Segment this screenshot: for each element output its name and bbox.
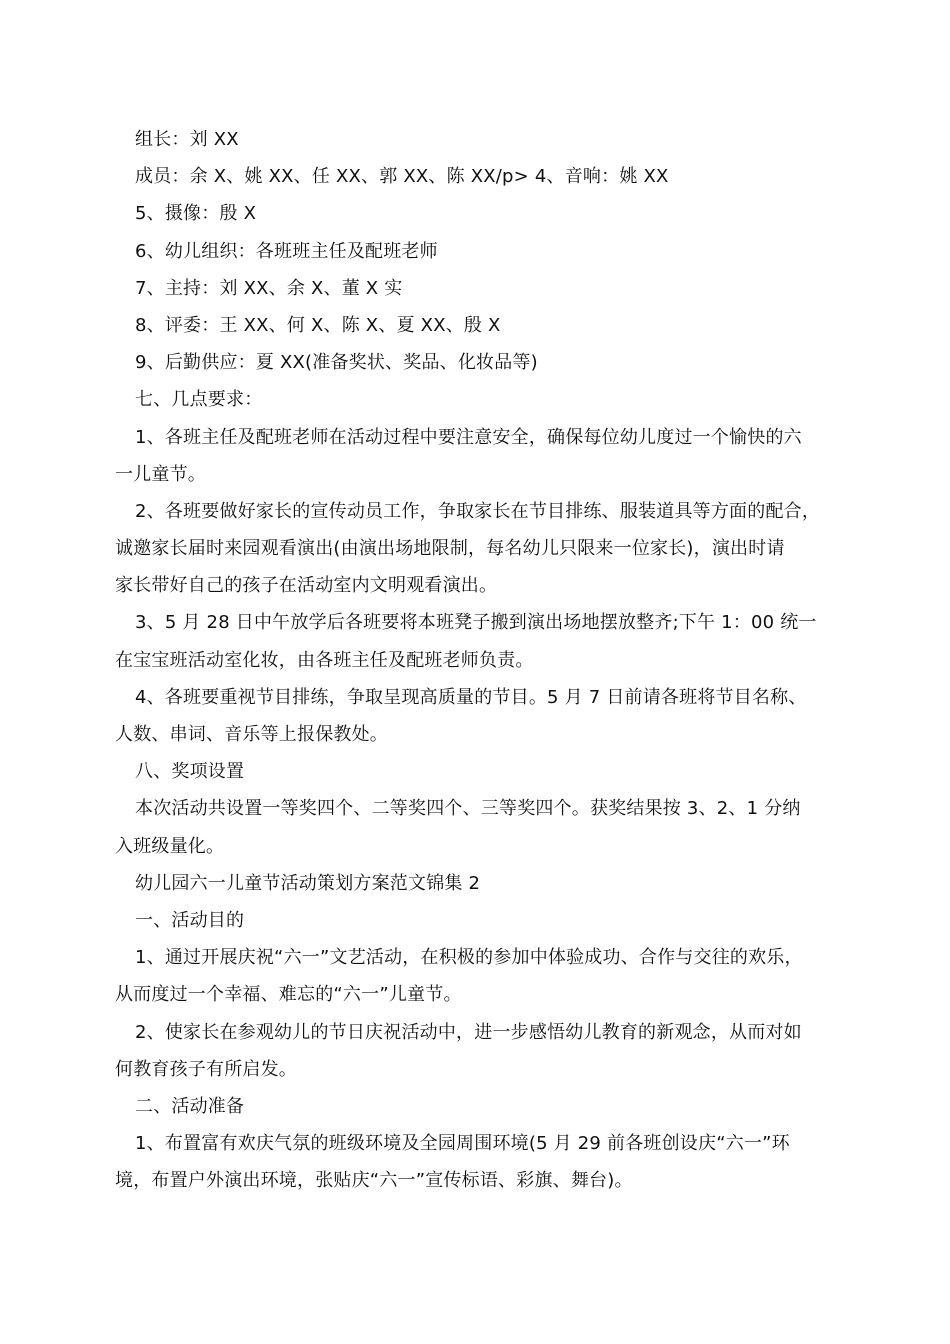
text-line: 6、幼儿组织：各班班主任及配班老师 [135,240,438,262]
text-line: 境，布置户外演出环境，张贴庆“六一”宣传标语、彩旗、舞台)。 [115,1170,633,1192]
section-heading: 八、奖项设置 [135,761,245,783]
text-line: 1、布置富有欢庆气氛的班级环境及全园周围环境(5 月 29 前各班创设庆“六一”环 [135,1133,790,1155]
text-line: 8、评委：王 XX、何 X、陈 X、夏 XX、殷 X [135,314,501,336]
text-line: 本次活动共设置一等奖四个、二等奖四个、三等奖四个。获奖结果按 3、2、1 分纳 [135,798,801,820]
text-line: 入班级量化。 [115,835,225,857]
text-line: 家长带好自己的孩子在活动室内文明观看演出。 [115,575,498,597]
section-heading: 二、活动准备 [135,1095,245,1117]
text-line: 1、通过开展庆祝“六一”文艺活动，在积极的参加中体验成功、合作与交往的欢乐， [135,947,803,969]
text-line: 在宝宝班活动室化妆，由各班主任及配班老师负责。 [115,649,534,671]
text-line: 2、各班要做好家长的宣传动员工作，争取家长在节目排练、服装道具等方面的配合， [135,500,821,522]
text-line: 1、各班主任及配班老师在活动过程中要注意安全，确保每位幼儿度过一个愉快的六 [135,426,802,448]
text-line: 诚邀家长届时来园观看演出(由演出场地限制，每名幼儿只限来一位家长)，演出时请 [115,538,785,560]
text-line: 一儿童节。 [115,463,206,485]
text-line: 人数、串词、音乐等上报保教处。 [115,724,388,745]
section-heading: 七、几点要求： [135,389,263,411]
document-title: 幼儿园六一儿童节活动策划方案范文锦集 2 [135,872,481,894]
text-line: 9、后勤供应：夏 XX(准备奖状、奖品、化妆品等) [135,352,538,374]
document-body [115,121,841,1199]
section-heading: 一、活动目的 [135,909,245,931]
text-line: 2、使家长在参观幼儿的节日庆祝活动中，进一步感悟幼儿教育的新观念，从而对如 [135,1021,802,1043]
text-line: 4、各班要重视节目排练，争取呈现高质量的节目。5 月 7 日前请各班将节目名称、 [135,686,807,708]
text-line: 成员：余 X、姚 XX、任 XX、郭 XX、陈 XX/p> 4、音响：姚 XX [135,166,669,188]
text-line: 从而度过一个幸福、难忘的“六一”儿童节。 [115,984,462,1006]
text-line: 3、5 月 28 日中午放学后各班要将本班凳子搬到演出场地摆放整齐;下午 1：00 统一 [135,612,817,634]
text-line: 何教育孩子有所启发。 [115,1058,297,1080]
text-line: 5、摄像：殷 X [135,203,257,225]
text-line: 7、主持：刘 XX、余 X、董 X 实 [135,277,403,299]
text-line: 组长：刘 XX [135,129,239,150]
